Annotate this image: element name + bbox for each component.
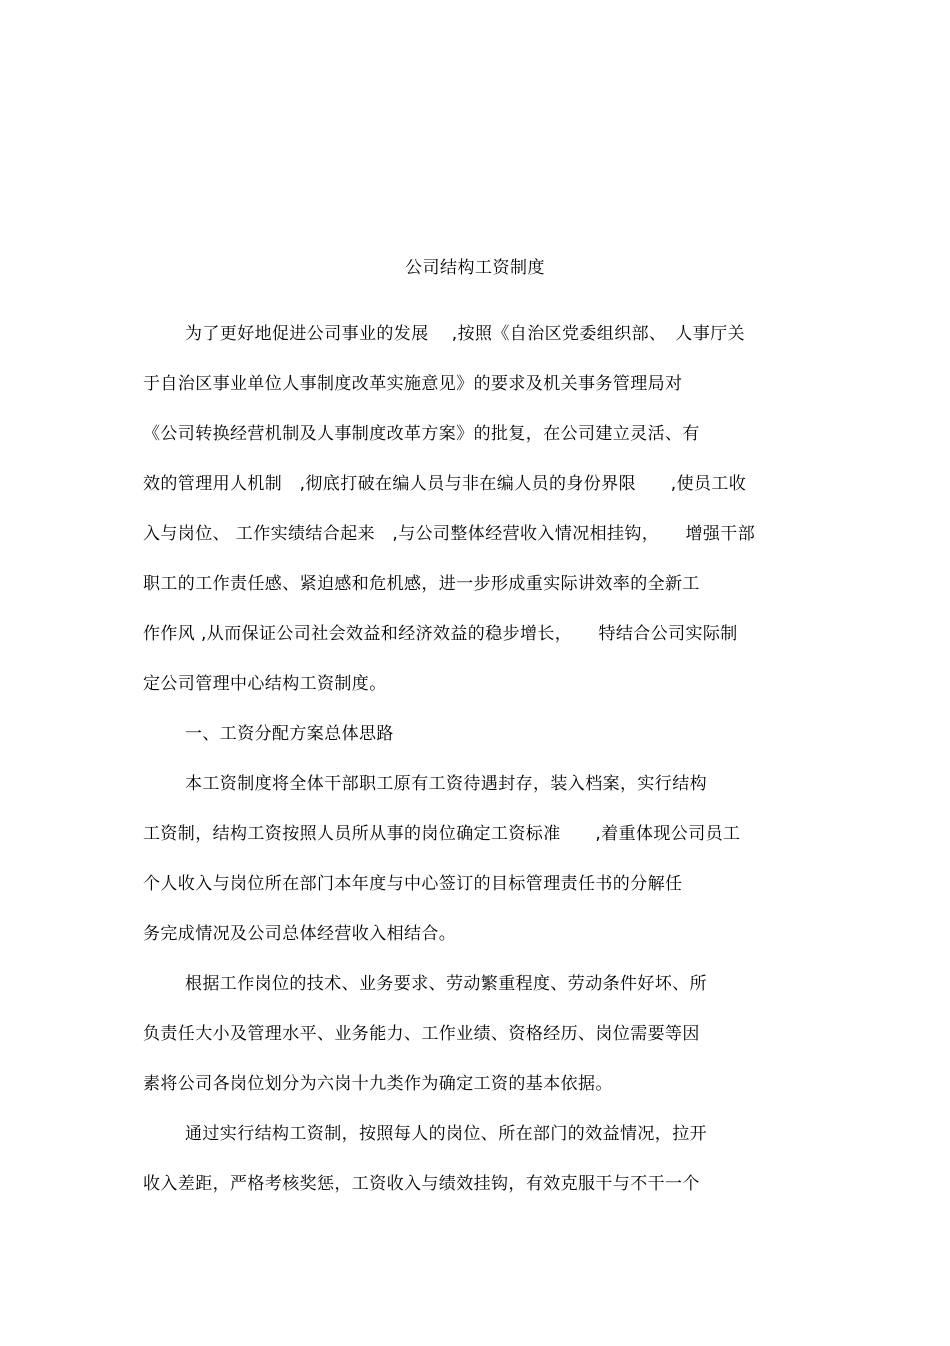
paragraph-line: 作作风 ,从而保证公司社会效益和经济效益的稳步增长， 特结合公司实际制	[143, 624, 738, 644]
paragraph-line: 效的管理用人机制 ,彻底打破在编人员与非在编人员的身份界限 ,使员工收	[143, 474, 747, 494]
paragraph-line: 素将公司各岗位划分为六岗十九类作为确定工资的基本依据。	[143, 1074, 613, 1094]
document-title: 公司结构工资制度	[405, 258, 545, 278]
paragraph-line: 本工资制度将全体干部职工原有工资待遇封存，装入档案，实行结构	[185, 774, 707, 794]
paragraph-line: 收入差距，严格考核奖惩，工资收入与绩效挂钩，有效克服干与不干一个	[143, 1174, 700, 1194]
paragraph-line: 定公司管理中心结构工资制度。	[143, 674, 387, 694]
paragraph-line: 通过实行结构工资制，按照每人的岗位、所在部门的效益情况，拉开	[185, 1124, 707, 1144]
document-body	[143, 316, 823, 1216]
section-heading: 一、工资分配方案总体思路	[185, 724, 394, 744]
paragraph-line: 负责任大小及管理水平、业务能力、工作业绩、资格经历、岗位需要等因	[143, 1024, 700, 1044]
paragraph-line: 《公司转换经营机制及人事制度改革方案》的批复，在公司建立灵活、有	[143, 424, 700, 444]
paragraph-line: 为了更好地促进公司事业的发展 ,按照《自治区党委组织部、 人事厅关	[185, 324, 745, 344]
paragraph-line: 于自治区事业单位人事制度改革实施意见》的要求及机关事务管理局对	[143, 374, 683, 394]
paragraph-line: 个人收入与岗位所在部门本年度与中心签订的目标管理责任书的分解任	[143, 874, 683, 894]
paragraph-line: 根据工作岗位的技术、业务要求、劳动繁重程度、劳动条件好坏、所	[185, 974, 707, 994]
paragraph-line: 工资制，结构工资按照人员所从事的岗位确定工资标准 ,着重体现公司员工	[143, 824, 741, 844]
paragraph-line: 务完成情况及公司总体经营收入相结合。	[143, 924, 457, 944]
paragraph-line: 入与岗位、 工作实绩结合起来 ,与公司整体经营收入情况相挂钩， 增强干部	[143, 524, 756, 544]
paragraph-line: 职工的工作责任感、紧迫感和危机感，进一步形成重实际讲效率的全新工	[143, 574, 700, 594]
